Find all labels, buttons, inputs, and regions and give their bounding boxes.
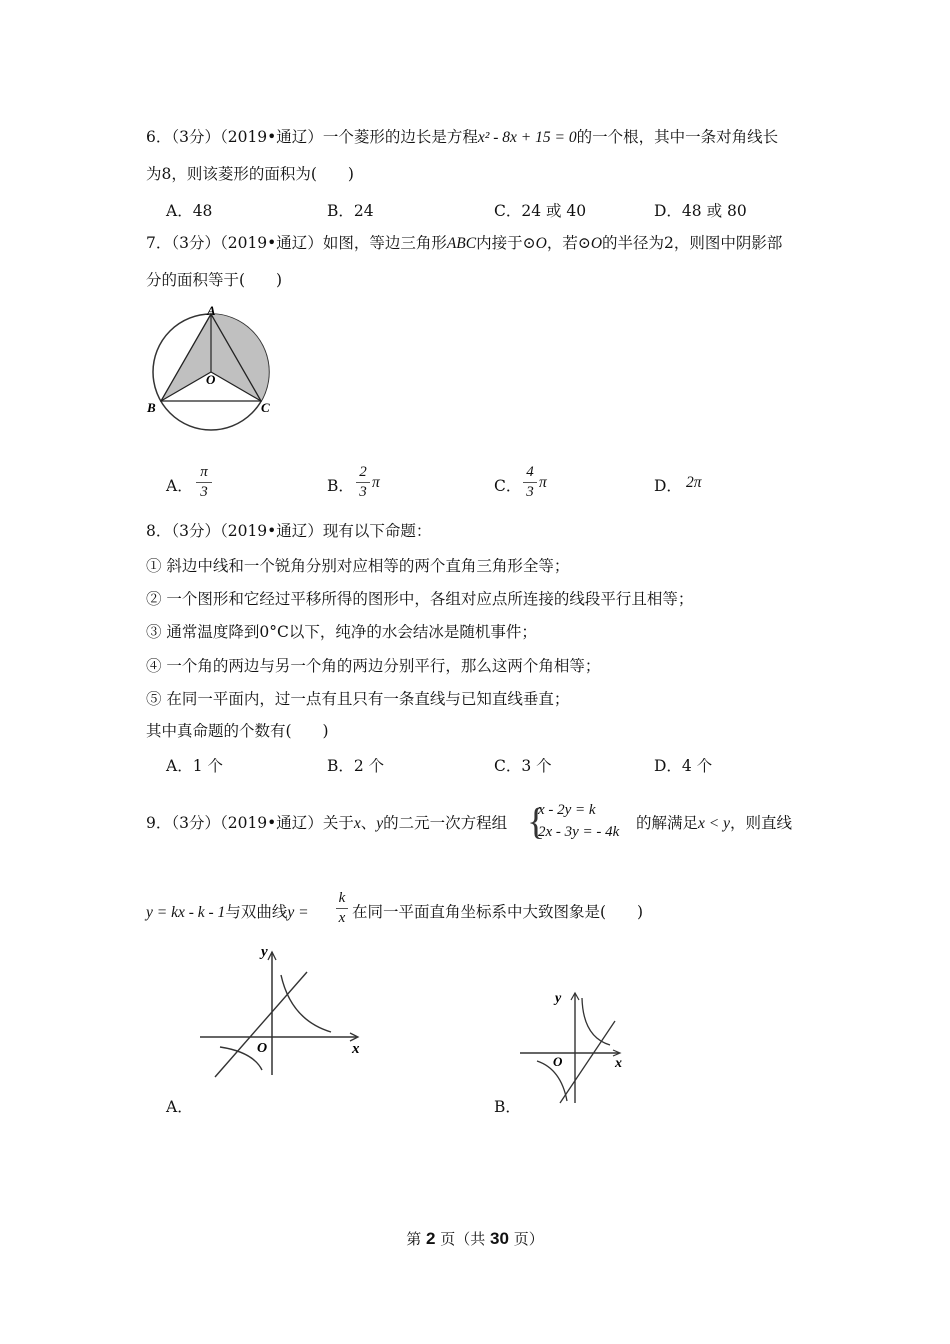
q8-item-1: ① 斜边中线和一个锐角分别对应相等的两个直角三角形全等； [146, 557, 570, 575]
q9-line-equation: y = kx - k - 1 [146, 904, 226, 921]
q9-hyperbola-lhs: y = [287, 904, 309, 921]
q9-hyperbola-num: k [338, 890, 346, 906]
q6-option-c: C．24 或 40 [494, 202, 587, 220]
q9-hyperbola-den: x [338, 910, 346, 926]
q7-label-o: O [206, 372, 216, 387]
q9-option-b: B． [494, 1098, 521, 1116]
q9-var-y: y [376, 815, 384, 832]
q9-text-e: 与双曲线 [225, 903, 288, 921]
footer-total-pages: 30 [490, 1229, 509, 1248]
q6-option-a: A．48 [166, 202, 213, 220]
q8-item-2: ② 一个图形和它经过平移所得的图形中，各组对应点所连接的线段平行且相等； [146, 590, 694, 608]
q6-prefix: 6．（3分）（2019•通辽）一个菱形的边长是方程 [146, 128, 478, 146]
q9-graph-b-hyperbola-upper [582, 998, 610, 1045]
q9-eq2: 2x - 3y = - 4k [538, 824, 620, 840]
q7-line1 [146, 233, 782, 254]
q7-option-c-pi: π [539, 474, 547, 491]
q7-circle-o-2: ⊙O [577, 235, 603, 252]
q9-line1-left [146, 813, 507, 834]
q9-graph-a-hyperbola-upper [281, 975, 331, 1032]
q9-graph-b-line [560, 1021, 615, 1103]
q9-graph-b [515, 983, 630, 1105]
q9-graph-b-hyperbola-lower [537, 1061, 567, 1101]
q9-hyperbola-fraction [336, 890, 348, 927]
q9-option-a: A． [166, 1098, 193, 1116]
q7-option-c-fraction [523, 464, 537, 501]
q8-item-5: ⑤ 在同一平面内，过一点有且只有一条直线与已知直线垂直； [146, 690, 570, 708]
q7-option-b-den: 3 [359, 484, 367, 500]
q9-sep: 、 [360, 814, 377, 832]
q9-line2-tail: 在同一平面直角坐标系中大致图象是( ) [352, 903, 644, 921]
q8-question: 其中真命题的个数有( ) [146, 722, 329, 740]
q8-item-3: ③ 通常温度降到0°C以下，纯净的水会结冰是随机事件； [146, 623, 537, 641]
q7-option-b-pi: π [372, 474, 380, 491]
q7-text-b: 内接于 [476, 234, 523, 252]
q9-eq1: x - 2y = k [538, 802, 596, 818]
q7-option-c-num: 4 [526, 464, 534, 480]
q9-inequality: x < y [698, 815, 730, 832]
q7-option-d-letter: D． [654, 477, 682, 495]
page-footer [0, 1228, 950, 1249]
q6-equation: x² - 8x + 15 = 0 [477, 129, 577, 146]
q9-line1-right [636, 813, 792, 834]
q9-line2 [146, 902, 309, 923]
q7-text-c: ，若 [546, 234, 578, 252]
q9-graph-b-label-x: x [615, 1056, 622, 1071]
q7-label-b: B [147, 400, 156, 415]
q9-graph-a-label-o: O [257, 1041, 268, 1056]
footer-mid: 页（共 [435, 1230, 491, 1248]
q8-item-4: ④ 一个角的两边与另一个角的两边分别平行，那么这两个角相等； [146, 657, 601, 675]
q7-option-a-den: 3 [200, 484, 208, 500]
q9-graph-a-label-y: y [261, 944, 268, 960]
q9-graph-a-label-x: x [352, 1041, 360, 1057]
q8-option-d: D．4 个 [654, 757, 713, 775]
q6-suffix: 的一个根，其中一条对角线长 [576, 128, 779, 146]
q9-text-c: 的解满足 [636, 814, 699, 832]
footer-post: 页） [508, 1230, 544, 1248]
q7-option-c-letter: C． [494, 477, 522, 495]
q7-text-a: 7．（3分）（2019•通辽）如图，等边三角形 [146, 234, 447, 252]
q8-option-c: C．3 个 [494, 757, 552, 775]
q9-var-x: x [353, 815, 361, 832]
q7-figure [140, 300, 280, 440]
footer-pre: 第 [406, 1230, 427, 1248]
q7-option-b-fraction [356, 464, 370, 501]
q7-option-b-letter: B． [327, 477, 354, 495]
q8-line1: 8．（3分）（2019•通辽）现有以下命题： [146, 522, 432, 540]
footer-page-number: 2 [426, 1229, 436, 1248]
q9-text-a: 9．（3分）（2019•通辽）关于 [146, 814, 354, 832]
q6-option-b: B．24 [327, 202, 374, 220]
q6-option-d: D．48 或 80 [654, 202, 747, 220]
q7-option-a-fraction [196, 464, 212, 501]
q7-option-d-expr: 2π [686, 474, 702, 491]
q9-text-d: ，则直线 [729, 814, 792, 832]
q9-system [538, 799, 619, 843]
q7-shaded-sector [211, 314, 269, 401]
q9-graph-b-label-y: y [555, 991, 562, 1006]
q7-option-b-num: 2 [359, 464, 367, 480]
q9-graph-a [195, 940, 370, 1080]
q7-line2: 分的面积等于( ) [146, 271, 283, 289]
q7-option-a-num: π [200, 464, 208, 480]
q9-graph-b-label-o: O [553, 1054, 563, 1069]
q9-system-brace: { [527, 801, 546, 843]
q7-text-d: 的半径为2，则图中阴影部 [602, 234, 783, 252]
q7-circle-o-1: ⊙O [522, 235, 547, 252]
q7-label-c: C [261, 400, 270, 415]
q9-text-b: 的二元一次方程组 [383, 814, 508, 832]
q8-option-b: B．2 个 [327, 757, 385, 775]
q6-line2: 为8，则该菱形的面积为( ) [146, 165, 354, 183]
q7-abc: ABC [446, 235, 477, 252]
q8-option-a: A．1 个 [166, 757, 223, 775]
q6-line1 [146, 127, 778, 148]
q7-label-a: A [207, 303, 216, 318]
q9-graph-a-hyperbola-lower [220, 1047, 262, 1070]
q7-option-c-den: 3 [526, 484, 534, 500]
q7-option-a-letter: A． [166, 477, 193, 495]
q9-graph-a-line [215, 972, 307, 1077]
